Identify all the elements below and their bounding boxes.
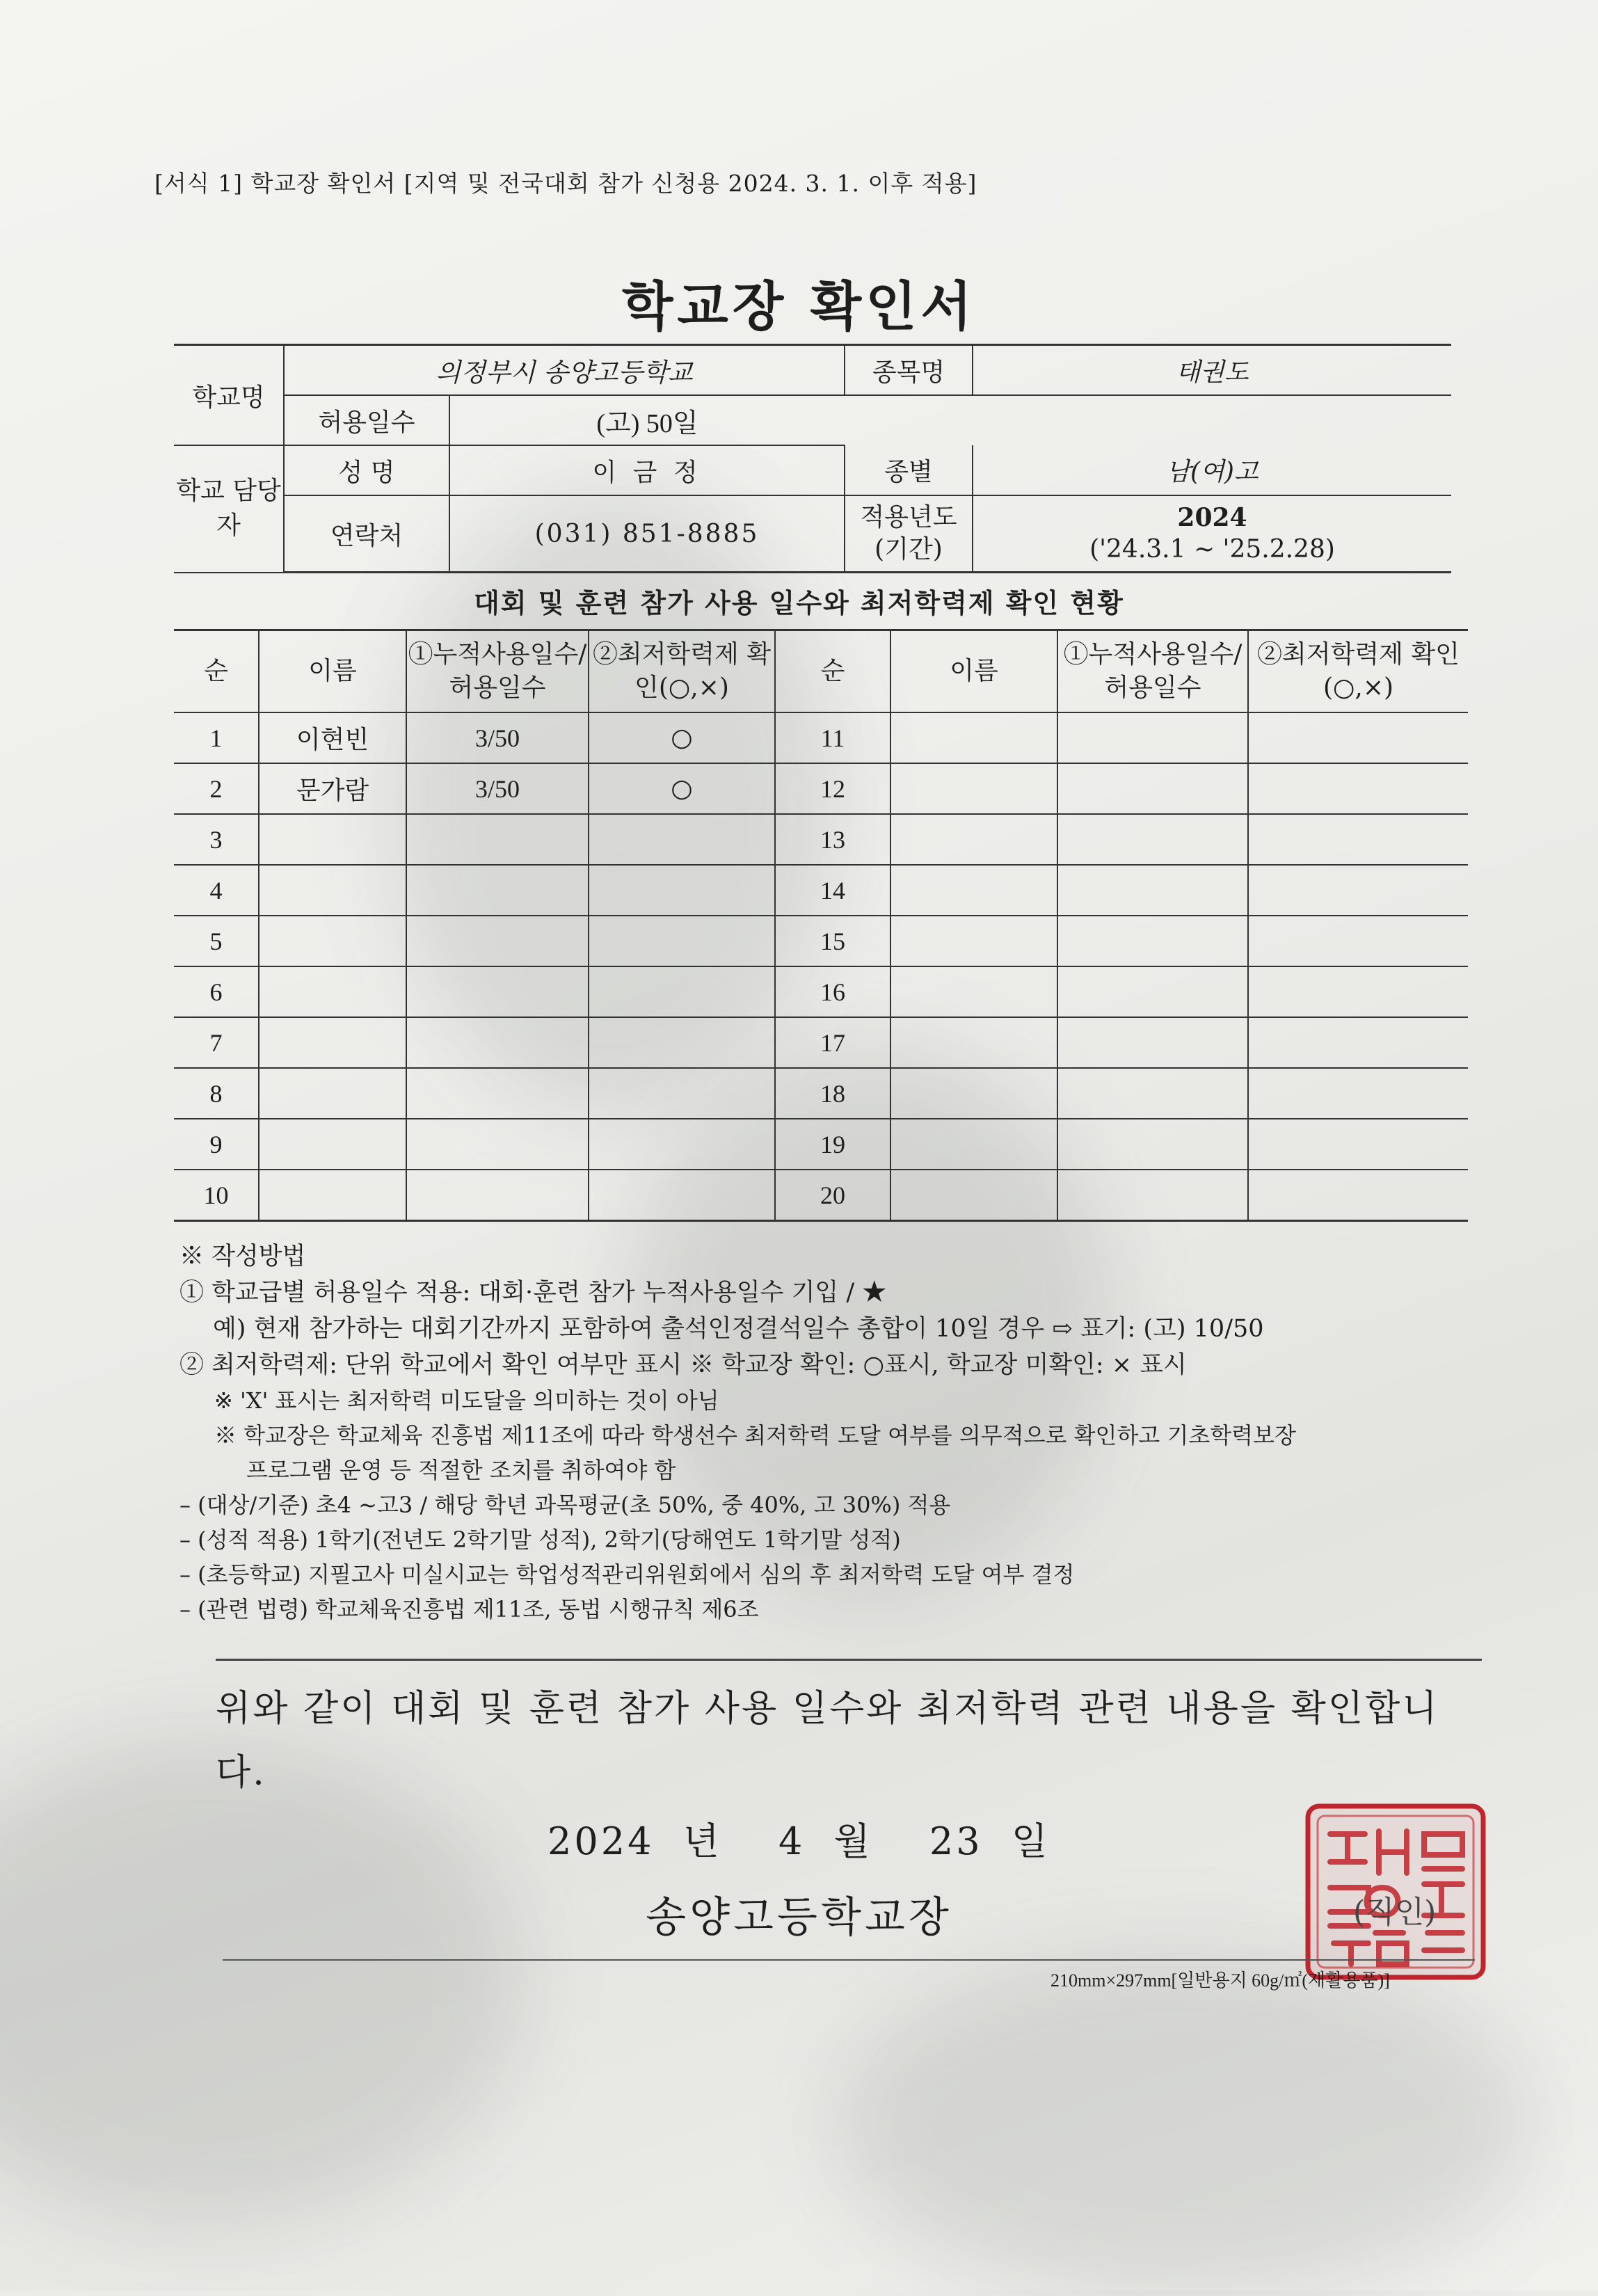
student-name (890, 712, 1057, 763)
date-month-unit: 월 (833, 1819, 873, 1863)
contact-value: (031) 851-8885 (449, 495, 845, 573)
table-row (174, 966, 1468, 1017)
academic-check (589, 1068, 775, 1119)
academic-check (589, 814, 775, 865)
notes-title: ※ 작성방법 (179, 1243, 306, 1270)
note-sub-2-continued: 프로그램 운영 등 적절한 조치를 취하여야 함 (246, 1457, 676, 1483)
student-name (890, 763, 1057, 814)
page-title: 학교장 확인서 (622, 276, 976, 337)
row-number: 19 (775, 1119, 890, 1170)
row-number: 10 (174, 1170, 259, 1221)
student-name (259, 865, 406, 916)
participation-table (174, 629, 1468, 1222)
note-dash-4: – (관련 법령) 학교체육진흥법 제11조, 동법 시행규칙 제6조 (179, 1596, 759, 1623)
cumulative-days (1057, 814, 1248, 865)
cumulative-days (406, 1017, 589, 1068)
row-number: 14 (775, 865, 890, 916)
category-label: 종별 (845, 445, 973, 495)
academic-check (1248, 712, 1468, 763)
row-number: 18 (775, 1068, 890, 1119)
cumulative-days (406, 1170, 589, 1221)
cumulative-days (406, 814, 589, 865)
academic-check (589, 1017, 775, 1068)
table-row (174, 1119, 1468, 1170)
shadow (835, 1948, 1531, 2296)
event-value: 태권도 (973, 345, 1451, 396)
academic-check (1248, 1119, 1468, 1170)
student-name (259, 966, 406, 1017)
allowed-days-value: (고) 50일 (449, 395, 845, 445)
academic-check (1248, 1170, 1468, 1221)
category-value: 남(여)고 (973, 445, 1451, 495)
table-body (174, 712, 1468, 1221)
cumulative-days (1057, 763, 1248, 814)
row-number: 12 (775, 763, 890, 814)
info-table (174, 344, 1451, 573)
header-name: 이름 (890, 630, 1057, 713)
header-no: 순 (775, 630, 890, 713)
period-year: 2024 (1177, 503, 1247, 532)
principal-name: 송양고등학교장 (646, 1893, 952, 1942)
name-value: 이 금 정 (449, 445, 845, 495)
academic-check (1248, 1068, 1468, 1119)
academic-check (589, 1119, 775, 1170)
row-number: 7 (174, 1017, 259, 1068)
row-number: 15 (775, 916, 890, 966)
academic-check (589, 966, 775, 1017)
row-number: 5 (174, 916, 259, 966)
student-name (259, 916, 406, 966)
student-name (259, 814, 406, 865)
academic-check (1248, 865, 1468, 916)
student-name (259, 1170, 406, 1221)
table-row (174, 1068, 1468, 1119)
period-range: ('24.3.1 ~ '25.2.28) (1089, 535, 1335, 564)
seal-label: (직인) (1353, 1895, 1437, 1930)
cumulative-days (1057, 1170, 1248, 1221)
row-number: 4 (174, 865, 259, 916)
date-month: 4 (778, 1819, 806, 1863)
section-title: 대회 및 훈련 참가 사용 일수와 최저학력제 확인 현황 (474, 587, 1124, 619)
academic-check: ○ (589, 763, 775, 814)
period-label: 적용년도 (기간) (845, 495, 973, 573)
header-academic: ②최저학력제 확인(○,×) (1248, 630, 1468, 713)
cumulative-days (406, 916, 589, 966)
student-name (890, 1119, 1057, 1170)
note-dash-1: – (대상/기준) 초4 ~고3 / 해당 학년 과목평균(초 50%, 중 40%, 고 30%) 적용 (179, 1492, 951, 1518)
student-name: 문가람 (259, 763, 406, 814)
contact-label: 연락처 (284, 495, 449, 573)
student-name (890, 966, 1057, 1017)
header-cumulative: ①누적사용일수/ 허용일수 (406, 630, 589, 713)
academic-check (1248, 916, 1468, 966)
academic-check (1248, 1017, 1468, 1068)
student-name (890, 1068, 1057, 1119)
date-year-unit: 년 (682, 1819, 722, 1863)
academic-check (589, 1170, 775, 1221)
date-year: 2024 (548, 1819, 655, 1863)
student-name (890, 865, 1057, 916)
row-number: 3 (174, 814, 259, 865)
academic-check (589, 865, 775, 916)
note-item-2: ② 최저학력제: 단위 학교에서 확인 여부만 표시 ※ 학교장 확인: ○표시, 학교장 미확인: × 표시 (179, 1351, 1187, 1379)
date-day-unit: 일 (1011, 1819, 1050, 1863)
row-number: 2 (174, 763, 259, 814)
school-label: 학교명 (174, 345, 284, 446)
student-name (890, 814, 1057, 865)
header-name: 이름 (259, 630, 406, 713)
academic-check (589, 916, 775, 966)
school-value: 의정부시 송양고등학교 (284, 345, 845, 396)
student-name (259, 1119, 406, 1170)
cumulative-days (406, 966, 589, 1017)
table-row (174, 1170, 1468, 1221)
bottom-divider (223, 1959, 1475, 1961)
note-sub-1: ※ 'X' 표시는 최저학력 미도달을 의미하는 것이 아님 (214, 1387, 719, 1414)
row-number: 1 (174, 712, 259, 763)
academic-check (1248, 814, 1468, 865)
row-number: 11 (775, 712, 890, 763)
table-row (174, 1017, 1468, 1068)
table-row (174, 763, 1468, 814)
note-dash-3: – (초등학교) 지필고사 미실시교는 학업성적관리위원회에서 심의 후 최저학력 도달 여부 결정 (179, 1561, 1075, 1588)
cumulative-days (1057, 916, 1248, 966)
academic-check (1248, 966, 1468, 1017)
notes-block (179, 1238, 1296, 1627)
divider (216, 1659, 1482, 1661)
header-cumulative: ①누적사용일수/ 허용일수 (1057, 630, 1248, 713)
row-number: 16 (775, 966, 890, 1017)
name-label: 성 명 (284, 445, 449, 495)
table-row (174, 712, 1468, 763)
cumulative-days (1057, 1068, 1248, 1119)
note-dash-2: – (성적 적용) 1학기(전년도 2학기말 성적), 2학기(당해연도 1학기말 성적) (179, 1526, 901, 1553)
cumulative-days: 3/50 (406, 712, 589, 763)
row-number: 8 (174, 1068, 259, 1119)
allowed-days-label: 허용일수 (284, 395, 449, 445)
student-name (259, 1068, 406, 1119)
academic-check (1248, 763, 1468, 814)
cumulative-days (1057, 865, 1248, 916)
note-item-1: ① 학교급별 허용일수 적용: 대회·훈련 참가 누적사용일수 기입 / ★ (179, 1279, 887, 1307)
row-number: 20 (775, 1170, 890, 1221)
row-number: 17 (775, 1017, 890, 1068)
confirmation-text: 위와 같이 대회 및 훈련 참가 사용 일수와 최저학력 관련 내용을 확인합니다. (216, 1688, 1439, 1794)
cumulative-days (1057, 966, 1248, 1017)
date-day: 23 (929, 1819, 983, 1863)
cumulative-days (1057, 1119, 1248, 1170)
table-row (174, 865, 1468, 916)
cumulative-days (406, 1068, 589, 1119)
manager-label: 학교 담당자 (174, 445, 284, 573)
row-number: 9 (174, 1119, 259, 1170)
event-label: 종목명 (845, 345, 973, 396)
form-header: [서식 1] 학교장 확인서 [지역 및 전국대회 참가 신청용 2024. 3. 1. 이후 적용] (154, 170, 977, 197)
header-no: 순 (174, 630, 259, 713)
note-item-1-example: 예) 현재 참가하는 대회기간까지 포함하여 출석인정결석일수 총합이 10일 경우 ⇨ 표기: (고) 10/50 (213, 1315, 1264, 1343)
note-sub-2: ※ 학교장은 학교체육 진흥법 제11조에 따라 학생선수 최저학력 도달 여부를 의무적으로 확인하고 기초학력보장 (214, 1422, 1296, 1449)
student-name (890, 916, 1057, 966)
table-row (174, 814, 1468, 865)
cumulative-days: 3/50 (406, 763, 589, 814)
student-name (890, 1017, 1057, 1068)
student-name: 이현빈 (259, 712, 406, 763)
cumulative-days (406, 1119, 589, 1170)
header-academic: ②최저학력제 확인(○,×) (589, 630, 775, 713)
academic-check: ○ (589, 712, 775, 763)
cumulative-days (406, 865, 589, 916)
row-number: 13 (775, 814, 890, 865)
student-name (890, 1170, 1057, 1221)
row-number: 6 (174, 966, 259, 1017)
cumulative-days (1057, 712, 1248, 763)
paper-spec: 210mm×297mm[일반용지 60g/㎡(재활용품)] (1050, 1970, 1390, 1991)
cumulative-days (1057, 1017, 1248, 1068)
period-cell (973, 495, 1451, 573)
table-row (174, 916, 1468, 966)
student-name (259, 1017, 406, 1068)
